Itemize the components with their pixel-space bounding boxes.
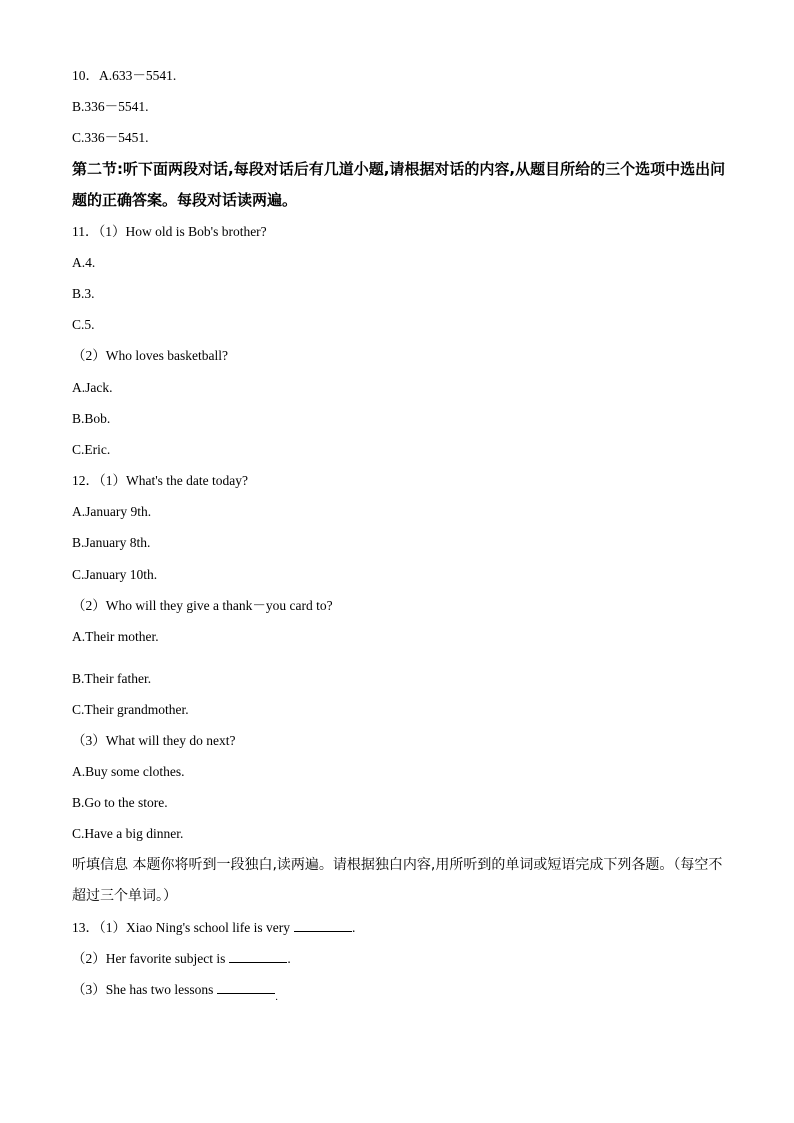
q12-part3-question: （3）What will they do next? — [72, 732, 236, 748]
q13-part3-text: （3）She has two lessons — [72, 982, 214, 997]
q12-part2-question: （2）Who will they give a thank－you card to? — [72, 597, 333, 613]
q13-part2-period: . — [287, 950, 291, 966]
q12-part3-option-c: C.Have a big dinner. — [72, 826, 184, 842]
q12-part2-option-c: C.Their grandmother. — [72, 701, 189, 717]
q11-part1-option-c: C.5. — [72, 317, 95, 333]
q13-part3-period: . — [275, 992, 278, 1003]
q11-part1-option-a: A.4. — [72, 254, 96, 270]
section2-heading: 第二节:听下面两段对话,每段对话后有几道小题,请根据对话的内容,从题目所给的三个选项中选出问题的正确答案。每段对话读两遍。 — [72, 159, 726, 209]
q10-option-b: B.336－5541. — [72, 99, 149, 115]
q12-part1-question: 12．（1）What's the date today? — [72, 473, 249, 489]
q11-part1-question: 11．（1）How old is Bob's brother? — [72, 223, 267, 239]
q13-part2 — [72, 943, 732, 974]
q13-part1-blank[interactable] — [294, 919, 352, 932]
q12-part1-option-a: A.January 9th. — [72, 504, 152, 520]
q10-option-c: C.336－5451. — [72, 130, 149, 146]
q11-part2-option-c: C.Eric. — [72, 441, 111, 457]
q11-part2-option-a: A.Jack. — [72, 379, 113, 395]
q11-part2-option-b: B.Bob. — [72, 410, 111, 426]
q12-part2-option-b: B.Their father. — [72, 670, 152, 686]
q12-part3-option-a: A.Buy some clothes. — [72, 764, 185, 780]
q12-part3-option-b: B.Go to the store. — [72, 795, 168, 811]
q11-part1-option-b: B.3. — [72, 285, 95, 301]
q12-part1-option-b: B.January 8th. — [72, 535, 151, 551]
q13-part3-blank[interactable] — [217, 981, 275, 994]
q13-part2-blank[interactable] — [229, 950, 287, 963]
q13-part2-text: （2）Her favorite subject is — [72, 950, 226, 966]
q13-part1-period: . — [352, 919, 356, 935]
q10-option-a: 10．A.633－5541. — [72, 68, 177, 83]
listening-instruction: 听填信息 本题你将听到一段独白,读两遍。请根据独白内容,用所听到的单词或短语完成下列各题。（每空不超过三个单词。） — [72, 856, 723, 904]
q13-part1-text: 13．（1）Xiao Ning's school life is very — [72, 919, 291, 935]
q13-part1 — [72, 912, 732, 943]
q11-part2-question: （2）Who loves basketball? — [72, 348, 228, 364]
q12-part2-option-a: A.Their mother. — [72, 629, 159, 644]
q12-part1-option-c: C.January 10th. — [72, 566, 158, 582]
q13-part3 — [72, 974, 732, 1005]
exam-page — [72, 60, 732, 1005]
